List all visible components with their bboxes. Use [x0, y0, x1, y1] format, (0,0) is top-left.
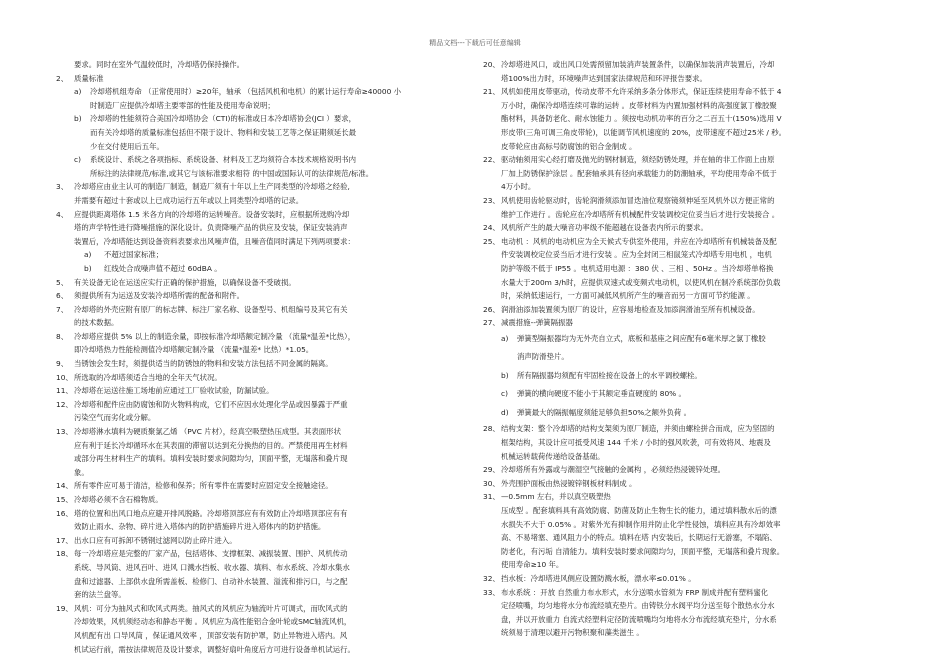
clause-number: 31、: [483, 492, 500, 502]
clause-item: [483, 221, 895, 235]
clause-item: [56, 357, 464, 371]
clause-text-line: 机试运行前，需按法律规范及设计要求，调整好扇叶角度后方可进行设备单机试运行。: [74, 644, 355, 654]
clause-item: [483, 385, 895, 404]
clause-item: [56, 493, 464, 507]
clause-item: [56, 72, 464, 86]
clause-number: 11、: [56, 386, 73, 396]
clause-number: 30、: [483, 478, 500, 488]
clause-text-line: 的技术数据。: [74, 318, 119, 328]
clause-number: 13、: [56, 427, 73, 437]
clause-number: 33、: [483, 587, 500, 597]
clause-text-line: 框架结构，其设计应可抵受风速 144 千米 / 小时的强风吹袭，可有效将风、地震及: [501, 437, 771, 447]
clause-number: 5、: [56, 277, 69, 287]
clause-item: [56, 289, 464, 303]
clause-item: [56, 547, 464, 601]
clause-item: [56, 153, 464, 180]
clause-text-line: 冷却塔的外壳应附有原厂的标志牌、标注厂家名称、设备型号、机组编号及其它有关: [74, 304, 348, 314]
clause-item: [483, 316, 895, 330]
clause-item: [483, 330, 895, 367]
clause-text-line: 水损失不大于 0.05% 。对紫外光有抑制作用并防止化学性侵蚀，填料应具有冷却效率: [501, 519, 781, 529]
clause-text-line: 减震措施--弹簧隔振器: [501, 318, 573, 328]
clause-number: 16、: [56, 508, 73, 518]
clause-text-line: 应有利于延长冷却循环水在其表面的滞留以达到充分换热的目的。严禁使用再生材料: [74, 440, 348, 450]
clause-text-line: 装置后，冷却塔能达到设备资料表要求出风噪声值，且噪音值同时满足下列两项要求：: [74, 236, 355, 246]
clause-item: [483, 477, 895, 491]
clause-number: 27、: [483, 318, 500, 328]
clause-text-line: 象。: [74, 467, 89, 477]
clause-text-line: 每一冷却塔应是完整的厂家产品，包括塔体、支撑框架、减振装置、围护、风机传动: [74, 549, 348, 559]
clause-text-line: 挡水板：冷却塔进风侧应设置防溅水板，漂水率≤0.01% 。: [501, 573, 696, 583]
clause-text-line: 形皮带(三角可调三角皮带轮)，以能调节风机速度的 20%，皮带速度不超过25米 / 秒。: [501, 127, 787, 137]
clause-text-line: 系统设计、系统之各项指标、系统设备、材料及工艺均须符合本技术规格说明书内: [90, 155, 357, 165]
clause-text-line: 塔的声学特性进行降噪措施的深化设计。负责降噪产品的供应及安装，保证安装消声: [74, 223, 348, 233]
clause-text-line: 弹簧最大的隔振幅度须能足够负担50%之额外负荷 。: [517, 407, 691, 417]
clause-number: b): [74, 114, 82, 124]
clause-item: [56, 534, 464, 548]
clause-item: [56, 248, 464, 262]
clause-text-line: 厂加上防锈保护涂层 。配套轴承具有径向承载能力的防潮轴承，平均使用寿命不低于: [501, 168, 777, 178]
clause-number: b): [501, 370, 509, 380]
clause-number: 18、: [56, 549, 73, 559]
clause-item: [56, 330, 464, 357]
clause-text-line: 系统、导风筒、进风百叶、进风 口溅水挡板、收水器、填料、布水系统、冷却水集水: [74, 562, 350, 572]
clause-text-line: 红线处合成噪声值不超过 60dBA 。: [104, 263, 222, 273]
clause-item: [483, 303, 895, 317]
clause-number: 6、: [56, 291, 69, 301]
clause-number: 12、: [56, 399, 73, 409]
clause-text-line: 须提供所有为运送及安装冷却塔所需的配备和附件。: [74, 291, 244, 301]
clause-text-line: 时，采纳低速运行，一方面可减低风机所产生的噪音而另一方面可节约能源 。: [501, 291, 755, 301]
clause-number: 3、: [56, 182, 69, 192]
clause-text-line: 电动机 ：风机的电动机应为全天候式专供室外使用，并应在冷却塔所有机械装备及配: [501, 236, 777, 246]
clause-text-line: 水量大于200m 3/h时，应提供双速式或变频式电动机，以使风机在制冷系统部份负载: [501, 277, 781, 287]
clause-item: [56, 58, 464, 72]
clause-number: 20、: [483, 60, 500, 69]
clause-text-line: 4万小时。: [501, 182, 536, 192]
clause-number: a): [501, 333, 509, 343]
clause-number: a): [74, 87, 82, 97]
clause-item: [483, 404, 895, 423]
clause-text-line: 皮带轮应由高标号防腐蚀的铝合金制成 。: [501, 141, 637, 151]
clause-item: [483, 367, 895, 386]
clause-number: d): [501, 407, 509, 417]
clause-text-line: 污染空气而劣化或分解。: [74, 413, 156, 423]
clause-text-line: 风机：可分为抽风式和吹风式两类。抽风式的风机应为轴流叶片可调式，而吹风式的: [74, 603, 348, 613]
clause-text-line: 效防止雨水、杂物、碎片进入塔体内的防护措施碎片进入塔体内的防护措施。: [74, 522, 326, 532]
clause-number: 10、: [56, 372, 73, 382]
clause-text-line: 有关设备无论在运送应实行正确的保护措施，以确保设备不受破损。: [74, 277, 296, 287]
clause-text-line: 并需要有超过十套或以上已成功运行五年或以上同类型冷却塔的记录。: [74, 195, 304, 205]
clause-text-line: 消声防滑垫片。: [517, 352, 569, 362]
clause-text-line: 使用寿命≥10 年。: [501, 560, 564, 570]
clause-number: 25、: [483, 236, 500, 246]
clause-text-line: 塔100%出力时，环境噪声达到国家法律规范和环评报告要求。: [501, 73, 707, 83]
clause-text-line: 盘和过滤器、上部供水盘所需盖板、检修门、自动补水装置、溢流和排污口，与之配: [74, 576, 348, 586]
clause-text-line: 所选取的冷却塔须适合当地的全年天气状况。: [74, 372, 222, 382]
clause-number: c): [74, 155, 81, 165]
clause-number: 9、: [56, 359, 69, 369]
clause-text-line: 塔的位置和出风口地点应避开排风脱路。冷却塔顶部应有有效防止冷却塔顶部应有有: [74, 508, 348, 518]
clause-item: [483, 572, 895, 586]
clause-item: [56, 112, 464, 153]
clause-text-line: 当锈蚀会发生时，须提供适当的防锈蚀的物料和安装方法包括不同金属的隔离。: [74, 359, 333, 369]
clause-text-line: 风机如使用皮带驱动，传动皮带不允许采纳多条分体形式，保证连续使用寿命不低于 4: [501, 87, 782, 97]
clause-text-line: 防老化，有污垢 自清能力。填料安装时要求间隙均匀，顶面平整，无塌落和叠片现象。: [501, 546, 785, 556]
clause-number: 23、: [483, 195, 500, 205]
clause-number: 28、: [483, 424, 500, 434]
clause-number: c): [501, 389, 508, 399]
clause-number: 24、: [483, 223, 500, 233]
clause-number: 19、: [56, 603, 73, 613]
clause-text-line: 冷却塔的性能须符合美国冷却塔协会（CTI)的标准或日本冷却塔协会(JCI ）要求，: [90, 114, 356, 124]
clause-text-line: 维护工作进行 。齿轮应在冷却塔所有机械配件安装调校定位妥当后才进行安装接合 。: [501, 209, 780, 219]
clause-text-line: 外壳围护面板由热浸镀锌钢板材料制成 。: [501, 478, 637, 488]
clause-text-line: 冷却效果，风机须经动态和静态平衡 。风机应为高性能铝合金叶轮或SMC轴流风机，: [74, 617, 352, 627]
clause-text-line: 压成型 。配套填料具有高效防腐、防菌及防止生物生长的能力，通过填料散水后的漂: [501, 505, 777, 515]
clause-text-line: 高、不易堵塞、通风阻力小的特点。填料在塔 内安装后，长期运行无游塞，不塌陷、: [501, 533, 777, 543]
clause-item: [56, 398, 464, 425]
clause-number: 14、: [56, 481, 73, 491]
clause-text-line: 风机配有出 口导风筒 ，保证通风效率 ，顶部安装有防护罩，防止异物进入塔内。风: [74, 630, 348, 640]
clause-text-line: 布水系统 ：开放 自然重力布水形式，水分送喷水管须为 FRP 制成并配有塑料蜜化: [501, 587, 769, 597]
clause-text-line: 机械运转载荷传递给设备基础。: [501, 451, 605, 461]
clause-number: 17、: [56, 535, 73, 545]
clause-text-line: 冷却塔和配件应由防腐蚀和防火物料构成，它们不应因水处理化学品或因暴露于严重: [74, 399, 348, 409]
clause-number: 2、: [56, 73, 69, 83]
clause-item: [483, 235, 895, 303]
clause-text-line: 酯材料，具备防老化、耐水蚀能力 。须按电动机功率的百分之二百五十(150%)选用 V: [501, 114, 782, 124]
clause-text-line: 冷却塔必须不含石棉物质。: [74, 495, 163, 504]
clause-item: [483, 490, 895, 504]
clause-item: [56, 303, 464, 330]
clause-text-line: 结构支架：整个冷却塔的结构支架须为原厂制造，并须由螺栓拼合而成，应为坚固的: [501, 424, 775, 434]
clause-item: [483, 194, 895, 221]
clause-text-line: 风机所产生的最大噪音功率级不能超越在设备表内所示的要求。: [501, 223, 708, 233]
clause-item: [483, 586, 895, 640]
clause-text-line: 驱动轴须用实心经打磨及抛光的钢材制造，须经防锈处理，并在轴的非工作面上由原: [501, 155, 775, 165]
clause-text-line: 弹簧的横向硬度不能小于其额定垂直硬度的 80% 。: [517, 389, 686, 399]
clause-text-line: 冷却塔应提供 5% 以上的制造余量，即按标准冷却塔额定制冷量 （流量*温差*比热），: [74, 331, 356, 341]
clause-number: a): [84, 250, 92, 260]
clause-text-line: 冷却塔所有外露或与潮湿空气接触的金属构 ，必须经热浸镀锌处理。: [501, 465, 726, 475]
clause-text-line: 出水口应有可拆卸不锈钢过滤网以防止碎片进入。: [74, 535, 237, 545]
clause-text-line: 风机使用齿轮驱动时，齿轮润滑须添加冒迭油位观察镜须伸延至风机外以方便正常的: [501, 195, 775, 205]
clause-text-line: 冷却塔淋水填料为硬质聚氯乙烯 （PVC 片材），经真空吸塑热压成型。其表面形状: [74, 427, 341, 437]
clause-number: 21、: [483, 87, 500, 97]
clause-text-line: 防护等级不低于 IP55 。电机适用电源 ：380 伏 、三相 、50Hz 。当冷却塔单格换: [501, 263, 774, 273]
clause-number: b): [84, 263, 92, 273]
clause-item: [56, 384, 464, 398]
clause-text-line: 冷却塔应由业主认可的制造厂制造，制造厂须有十年以上生产同类型的冷却塔之经验,: [74, 182, 350, 192]
clause-item: [483, 504, 895, 572]
clause-item: [56, 479, 464, 493]
right-column: [483, 58, 895, 640]
clause-number: 8、: [56, 331, 69, 341]
clause-number: 15、: [56, 495, 73, 504]
clause-item: [56, 276, 464, 290]
clause-item: [56, 371, 464, 385]
clause-text-line: 即冷却塔热力性能检测值冷却塔额定制冷量 （流量*温差* 比热）*1.05。: [74, 345, 314, 355]
clause-item: [56, 85, 464, 112]
clause-text-line: 而有关冷却塔的质量标准包括但不限于设计、物料和安装工艺等之保证期须延长最: [90, 127, 357, 137]
clause-number: 22、: [483, 155, 500, 165]
clause-item: [56, 262, 464, 276]
clause-number: 4、: [56, 209, 69, 219]
clause-text-line: 冷却塔进风口，或出风口处需预留加装消声装置条件，以确保加装消声装置后，冷却: [501, 60, 775, 69]
clause-text-line: 不超过国家标准；: [104, 250, 164, 260]
clause-number: 29、: [483, 465, 500, 475]
clause-text-line: 所有零件应可易于清洁，检修和保养；所有零件在需要时应固定安全接触途径。: [74, 481, 333, 491]
clause-text-line: 套的法兰盘等。: [74, 590, 126, 600]
clause-item: [56, 425, 464, 479]
clause-text-line: 所有隔振器均须配有牢固栓接在设备上的水平调校螺栓。: [517, 370, 702, 380]
clause-text-line: 要求。同时在室外气温较低时，冷却塔仍保持操作。: [74, 60, 244, 69]
clause-item: [56, 602, 464, 656]
clause-text-line: 万小时，确保冷却塔连续可靠的运转 。皮带材料为内置加强材料的高强度氯丁橡胶聚: [501, 100, 777, 110]
clause-text-line: 所标注的法律规范/标准,或其它与该标准要求相符 的中国或国际认可的法律规范/标准。: [90, 168, 374, 178]
clause-text-line: —0.5mm 左右，并以真空吸塑热: [501, 492, 611, 502]
clause-text-line: 质量标准: [74, 73, 104, 83]
clause-number: 26、: [483, 304, 500, 314]
clause-text-line: 应提供距离塔体 1.5 米各方向的冷却塔的运转噪音。设备安装时，应根据所选购冷却: [74, 209, 350, 219]
clause-number: 32、: [483, 573, 500, 583]
page-header: 精品文档---下载后可任意编辑: [429, 39, 521, 47]
clause-text-line: 弹簧型隔振器均为无外壳自立式，底板和基座之间应配有6毫米厚之氯丁橡胶: [517, 333, 766, 343]
clause-item: [56, 507, 464, 534]
clause-text-line: 冷却塔在运送往施工场地前应通过工厂验收试验，防漏试验。: [74, 386, 274, 396]
clause-text-line: 润滑油添加装置须为原厂的设计，应容易地检查及加添润滑油至所有机械设备。: [501, 304, 760, 314]
clause-number: 7、: [56, 304, 69, 314]
clause-item: [483, 422, 895, 463]
clause-text-line: 统须易于清理以避开污物积聚和藻类滋生 。: [501, 628, 644, 638]
clause-item: [483, 85, 895, 153]
clause-item: [483, 463, 895, 477]
clause-text-line: 或部分再生材料生产的填料。填料安装时要求间隙均匀，顶面平整，无塌落和叠片现: [74, 454, 348, 464]
clause-text-line: 时制造厂应提供冷却塔主要零部的性能及使用寿命说明；: [90, 100, 275, 110]
clause-item: [483, 153, 895, 194]
clause-item: [56, 180, 464, 207]
clause-text-line: 件安装调校定位妥当后才进行安装 。应为全封闭三相鼠笼式冷却塔专用电机 ，电机: [501, 250, 772, 260]
clause-text-line: 少在交付使用后五年。: [90, 141, 164, 151]
clause-text-line: 盘，并以开放重力 自流式经塑料定径防流喷嘴均匀地将水分布流经填充垫片，分水系: [501, 614, 777, 624]
clause-item: [483, 58, 895, 85]
clause-text-line: 定径喷嘴，均匀地将水分布流经填充垫片。由铸铁分水阀平均分送至每个散热水分水: [501, 601, 775, 611]
clause-text-line: 冷却塔机组寿命 （正常使用时）≥20年，轴承 （包括风机和电机）的累计运行寿命≥40000 小: [90, 87, 402, 97]
left-column: [56, 58, 464, 656]
clause-item: [56, 208, 464, 249]
